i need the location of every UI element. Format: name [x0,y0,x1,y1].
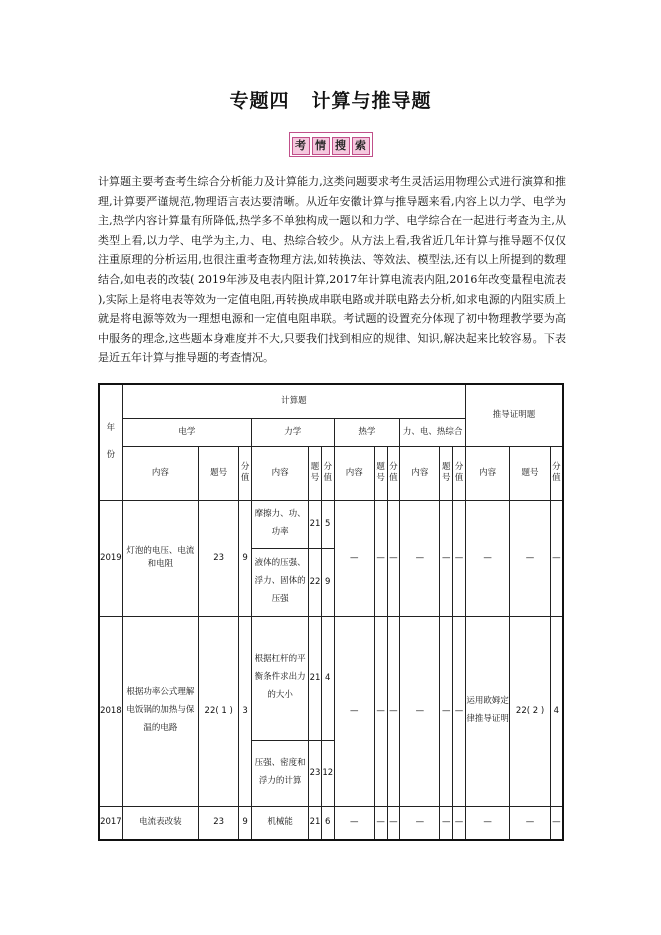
mech-content-2019-2: 液体的压强、浮力、固体的压强 [251,548,308,616]
mech-number-2019-1: 21 [309,500,322,548]
badge-char: 索 [352,137,370,155]
cell-dash: — [510,500,550,616]
mech-content-2019-1: 摩擦力、功、功率 [251,500,308,548]
mech-score-2019-1: 5 [321,500,334,548]
mech-number-2017: 21 [309,806,322,840]
mech-content-2018-2: 压强、密度和浮力的计算 [251,740,308,806]
cell-dash: — [334,806,374,840]
mech-number-2018-2: 23 [309,740,322,806]
mech-content-2017: 机械能 [251,806,308,840]
cell-dash: — [334,616,374,806]
col-content: 内容 [251,446,308,500]
badge-char: 考 [292,137,310,155]
cell-dash: — [453,500,466,616]
title-part2: 计算与推导题 [311,90,432,112]
year-header-1: 年 [106,423,116,434]
cell-dash: — [440,806,453,840]
cell-dash: — [400,806,440,840]
col-number: 题号 [199,446,239,500]
section-electric: 电学 [122,418,251,446]
section-thermal: 热学 [334,418,400,446]
mech-number-2019-2: 22 [309,548,322,616]
proof-number-2018: 22( 2 ) [510,616,550,806]
mech-score-2018-2: 12 [321,740,334,806]
mech-score-2017: 6 [321,806,334,840]
intro-paragraph: 计算题主要考查考生综合分析能力及计算能力,这类问题要求考生灵活运用物理公式进行演算和推理,计算要严谨规范,物理语言表达要清晰。从近年安徽计算与推导题来看,内容上以力学、电学为主,热学内容计算量有所降低,热学多不单独构成一题以和力学、电学综合在一起进行考查为主,从类型上看,以力学、电学为主,力、电、热综合较少。从方法上看,我省近几年计算与推导题不仅仅注重原理的分析运用,也很注重考查物理方法,如转换法、等效法、模型法,还有以上所提到的数理结合,如电表的改装( 2019年涉及电表内阻计算,2017年计算电流表内阻,2016年改变量程电流表 ),实际上是将电表等效为一定值电阻,再转换成串联电路或并联电路去分析,如求电源的内阻实质上就是将电源等效为一理想电源和一定值电阻串联。考试题的设置充分体现了初中物理教学要为高中服务的理念,这些题本身难度并不大,只要我们找到相应的规律、知识,解决起来比较容易。下表是近五年计算与推导题的考查情况。 [98,175,566,365]
col-number: 题号 [309,446,322,500]
cell-dash: — [334,500,374,616]
cell-dash: — [374,500,387,616]
section-badge [289,132,373,157]
col-score: 分值 [453,446,466,500]
proof-score-2018: 4 [550,616,563,806]
proof-content-2018: 运用欧姆定律推导证明 [465,616,509,806]
proof-header: 推导证明题 [465,384,563,446]
col-content: 内容 [122,446,198,500]
col-content: 内容 [465,446,509,500]
col-number: 题号 [374,446,387,500]
cell-dash: — [550,806,563,840]
cell-dash: — [440,616,453,806]
cell-dash: — [440,500,453,616]
elec-score-2017: 9 [239,806,252,840]
elec-number-2017: 23 [199,806,239,840]
cell-dash: — [387,806,400,840]
cell-dash: — [453,806,466,840]
col-score: 分值 [239,446,252,500]
exam-table [98,383,564,841]
elec-number-2018: 22( 1 ) [199,616,239,806]
cell-dash: — [400,616,440,806]
section-mechanics: 力学 [251,418,334,446]
year-2018: 2018 [99,616,122,806]
page-title [0,86,661,113]
cell-dash: — [510,806,550,840]
mech-content-2018-1: 根据杠杆的平衡条件求出力的大小 [251,616,308,740]
col-number: 题号 [510,446,550,500]
mech-score-2018-1: 4 [321,616,334,740]
badge-char: 搜 [332,137,350,155]
col-score: 分值 [321,446,334,500]
col-content: 内容 [334,446,374,500]
section-badge-row [0,132,661,157]
cell-dash: — [400,500,440,616]
title-part1: 专题四 [229,90,290,112]
elec-score-2019: 9 [239,500,252,616]
cell-dash: — [465,500,509,616]
cell-dash: — [465,806,509,840]
mech-score-2019-2: 9 [321,548,334,616]
col-score: 分值 [387,446,400,500]
badge-char: 情 [312,137,330,155]
cell-dash: — [387,616,400,806]
col-content: 内容 [400,446,440,500]
elec-content-2019: 灯泡的电压、电流和电阻 [122,500,198,616]
cell-dash: — [374,806,387,840]
elec-number-2019: 23 [199,500,239,616]
calc-header: 计算题 [122,384,465,418]
cell-dash: — [453,616,466,806]
elec-content-2018: 根据功率公式理解电饭锅的加热与保温的电路 [122,616,198,806]
col-score: 分值 [550,446,563,500]
year-2017: 2017 [99,806,122,840]
cell-dash: — [374,616,387,806]
elec-content-2017: 电流表改装 [122,806,198,840]
section-combined: 力、电、热综合 [400,418,466,446]
year-header [99,384,122,500]
mech-number-2018-1: 21 [309,616,322,740]
cell-dash: — [387,500,400,616]
year-2019: 2019 [99,500,122,616]
cell-dash: — [550,500,563,616]
elec-score-2018: 3 [239,616,252,806]
col-number: 题号 [440,446,453,500]
year-header-2: 份 [106,450,116,461]
